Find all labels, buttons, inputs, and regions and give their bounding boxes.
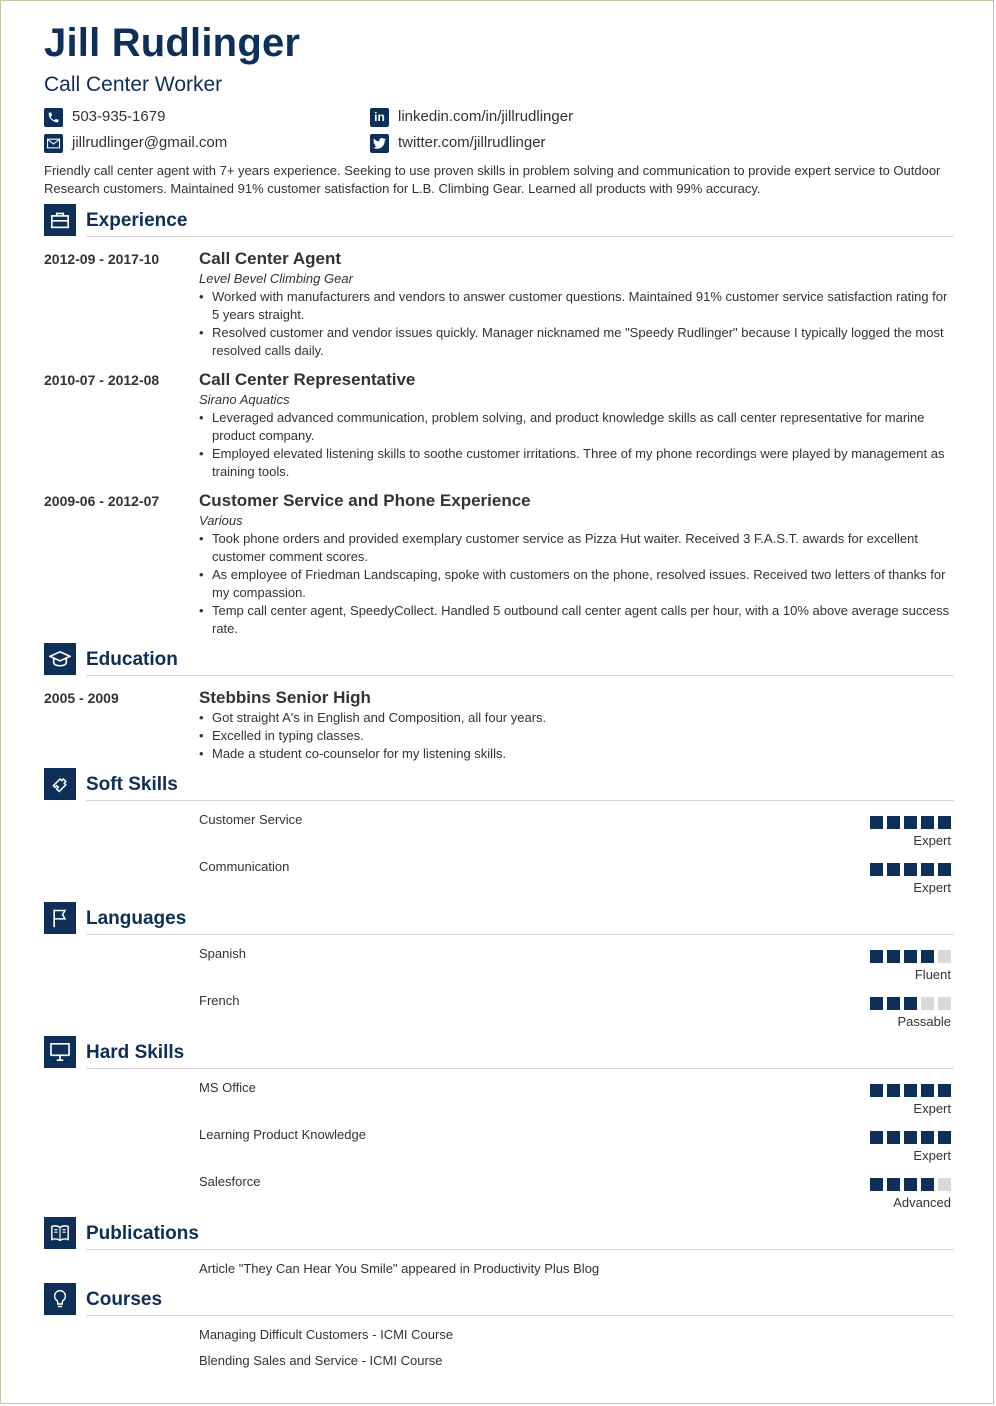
- level-square-filled: [870, 997, 883, 1010]
- candidate-role: Call Center Worker: [44, 73, 223, 96]
- level-square-filled: [887, 1084, 900, 1097]
- level-square-filled: [904, 816, 917, 829]
- section-divider: [86, 675, 954, 676]
- linkedin-icon: in: [370, 108, 389, 127]
- level-square-filled: [904, 950, 917, 963]
- section-divider: [86, 800, 954, 801]
- contact-email: [44, 133, 227, 153]
- languages-heading: Languages: [86, 908, 187, 929]
- section-divider: [86, 1068, 954, 1069]
- level-square-filled: [887, 863, 900, 876]
- contact-phone: [44, 107, 165, 127]
- soft-skills-section-header: [44, 768, 954, 802]
- language-level-meter: [870, 997, 951, 1010]
- skill-name: MS Office: [199, 1080, 256, 1095]
- section-divider: [86, 1249, 954, 1250]
- education-dates: 2005 - 2009: [44, 690, 119, 706]
- puzzle-icon: [44, 768, 76, 800]
- publications-heading: Publications: [86, 1223, 199, 1244]
- experience-heading: Experience: [86, 210, 188, 231]
- skill-level-meter: [870, 1131, 951, 1144]
- hard-skills-heading: Hard Skills: [86, 1042, 185, 1063]
- skill-name: Communication: [199, 859, 290, 874]
- level-square-filled: [870, 816, 883, 829]
- job-bullets: [199, 530, 954, 638]
- course-item: Managing Difficult Customers - ICMI Course: [199, 1327, 454, 1342]
- languages-section-header: [44, 902, 954, 936]
- job-bullet: • Resolved customer and vendor issues quickly. Manager nicknamed me "Speedy Rudlinger" because I typically logged the most resolved calls daily.: [199, 324, 954, 360]
- skill-name: Customer Service: [199, 812, 303, 827]
- job-company: Various: [199, 513, 243, 528]
- level-square-filled: [921, 863, 934, 876]
- skill-level-meter: [870, 816, 951, 829]
- job-bullet: • Leveraged advanced communication, problem solving, and product knowledge skills as call center representative for marine product company.: [199, 409, 954, 445]
- skill-level-meter: [870, 1084, 951, 1097]
- courses-heading: Courses: [86, 1289, 163, 1310]
- book-icon: [44, 1217, 76, 1249]
- level-square-filled: [904, 863, 917, 876]
- level-square-filled: [921, 1178, 934, 1191]
- job-dates: 2012-09 - 2017-10: [44, 251, 160, 267]
- education-bullets: [199, 709, 954, 763]
- level-square-filled: [938, 1131, 951, 1144]
- level-square-filled: [921, 1131, 934, 1144]
- job-bullet: • As employee of Friedman Landscaping, spoke with customers on the phone, resolved issues. Received two letters of thanks for my compassion.: [199, 566, 954, 602]
- level-square-empty: [938, 997, 951, 1010]
- level-square-filled: [921, 950, 934, 963]
- job-bullets: [199, 409, 954, 481]
- job-bullets: [199, 288, 954, 360]
- job-bullet: • Took phone orders and provided exemplary customer service as Pizza Hut waiter. Received 3 F.A.S.T. awards for excellent customer comment scores.: [199, 530, 954, 566]
- level-square-filled: [887, 816, 900, 829]
- job-title: Customer Service and Phone Experience: [199, 491, 531, 510]
- level-square-filled: [887, 950, 900, 963]
- job-company: Level Bevel Climbing Gear: [199, 271, 353, 286]
- language-level-label: Passable: [897, 1014, 951, 1029]
- level-square-empty: [938, 950, 951, 963]
- phone-icon: [44, 108, 63, 127]
- level-square-filled: [904, 1084, 917, 1097]
- publications-section-header: [44, 1217, 954, 1251]
- level-square-filled: [938, 863, 951, 876]
- job-dates: 2010-07 - 2012-08: [44, 372, 160, 388]
- level-square-filled: [870, 863, 883, 876]
- level-square-filled: [904, 1178, 917, 1191]
- level-square-filled: [870, 950, 883, 963]
- job-title: Call Center Agent: [199, 249, 342, 268]
- level-square-filled: [870, 1131, 883, 1144]
- lightbulb-icon: [44, 1283, 76, 1315]
- level-square-filled: [870, 1178, 883, 1191]
- contact-twitter: [370, 133, 546, 153]
- phone-text: 503-935-1679: [72, 108, 166, 125]
- education-section-header: [44, 643, 954, 677]
- publication-item: Article "They Can Hear You Smile" appeared in Productivity Plus Blog: [199, 1261, 600, 1276]
- level-square-filled: [921, 816, 934, 829]
- skill-level-meter: [870, 863, 951, 876]
- skill-level-label: Expert: [913, 880, 951, 895]
- level-square-filled: [887, 997, 900, 1010]
- level-square-filled: [921, 1084, 934, 1097]
- twitter-icon: [370, 134, 389, 153]
- experience-section-header: [44, 204, 954, 238]
- briefcase-icon: [44, 204, 76, 236]
- education-bullet: • Got straight A's in English and Composition, all four years.: [199, 709, 954, 727]
- level-square-filled: [870, 1084, 883, 1097]
- skill-level-label: Advanced: [893, 1195, 951, 1210]
- envelope-icon: [44, 134, 63, 153]
- courses-section-header: [44, 1283, 954, 1317]
- language-level-label: Fluent: [914, 967, 951, 982]
- monitor-icon: [44, 1036, 76, 1068]
- language-level-meter: [870, 950, 951, 963]
- level-square-empty: [938, 1178, 951, 1191]
- skill-name: Learning Product Knowledge: [199, 1127, 366, 1142]
- job-bullet: • Temp call center agent, SpeedyCollect. Handled 5 outbound call center agent calls per hour, with a 10% above average success rate.: [199, 602, 954, 638]
- level-square-filled: [904, 1131, 917, 1144]
- skill-name: Salesforce: [199, 1174, 261, 1189]
- job-dates: 2009-06 - 2012-07: [44, 493, 160, 509]
- skill-level-meter: [870, 1178, 951, 1191]
- level-square-filled: [938, 1084, 951, 1097]
- skill-level-label: Expert: [913, 833, 951, 848]
- level-square-filled: [904, 997, 917, 1010]
- job-bullet: • Worked with manufacturers and vendors to answer customer questions. Maintained 91% customer service satisfaction rating for 5 years straight.: [199, 288, 954, 324]
- job-title: Call Center Representative: [199, 370, 416, 389]
- education-bullet: • Made a student co-counselor for my listening skills.: [199, 745, 954, 763]
- soft-skills-heading: Soft Skills: [86, 774, 178, 795]
- job-company: Sirano Aquatics: [199, 392, 290, 407]
- graduation-cap-icon: [44, 643, 76, 675]
- level-square-filled: [887, 1178, 900, 1191]
- course-item: Blending Sales and Service - ICMI Course: [199, 1353, 443, 1368]
- contact-linkedin: [370, 107, 573, 127]
- section-divider: [86, 1315, 954, 1316]
- education-heading: Education: [86, 649, 178, 670]
- level-square-filled: [938, 816, 951, 829]
- hard-skills-section-header: [44, 1036, 954, 1070]
- level-square-filled: [887, 1131, 900, 1144]
- flag-icon: [44, 902, 76, 934]
- section-divider: [86, 934, 954, 935]
- linkedin-link[interactable]: linkedin.com/in/jillrudlinger: [398, 108, 574, 125]
- language-name: Spanish: [199, 946, 246, 961]
- summary-text: Friendly call center agent with 7+ years experience. Seeking to use proven skills in problem solving and communication to provide expert service to Outdoor Research customers. Maintained 91% customer satisfaction for L.B. Climbing Gear. Learned all products with 99% accuracy.: [44, 163, 941, 196]
- level-square-empty: [921, 997, 934, 1010]
- education-bullet: • Excelled in typing classes.: [199, 727, 954, 745]
- candidate-name: Jill Rudlinger: [44, 21, 301, 65]
- skill-level-label: Expert: [913, 1148, 951, 1163]
- section-divider: [86, 236, 954, 237]
- twitter-link[interactable]: twitter.com/jillrudlinger: [398, 134, 546, 151]
- school-name: Stebbins Senior High: [199, 688, 371, 707]
- job-bullet: • Employed elevated listening skills to soothe customer irritations. Three of my phone recordings were played by management as training tools.: [199, 445, 954, 481]
- language-name: French: [199, 993, 240, 1008]
- email-link[interactable]: jillrudlinger@gmail.com: [72, 134, 228, 151]
- skill-level-label: Expert: [913, 1101, 951, 1116]
